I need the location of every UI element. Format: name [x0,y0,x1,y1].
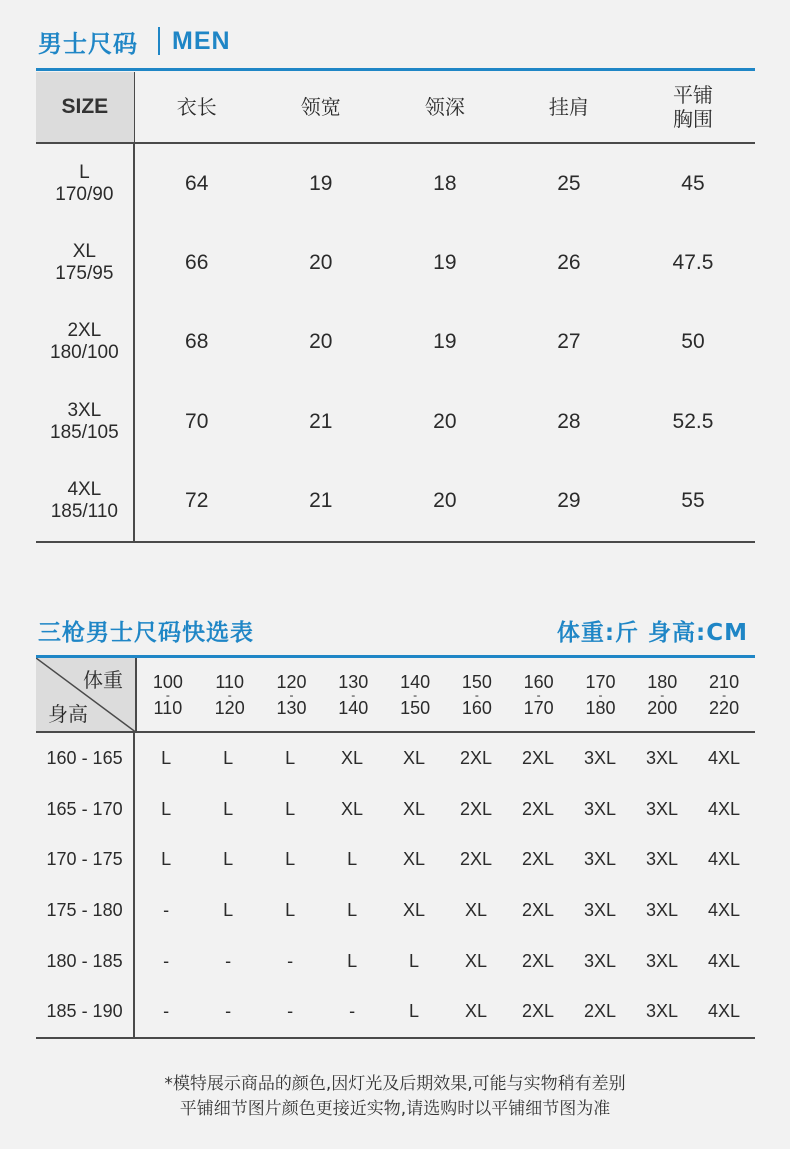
section1-top-rule [36,68,755,71]
measurement-cell: 29 [557,489,581,513]
size-recommendation-cell: 3XL [645,747,678,768]
size-recommendation-cell: L [161,747,172,768]
range-dash: - [536,687,541,702]
size-spec: 180/100 [50,342,119,364]
size-recommendation-cell: 3XL [645,899,678,920]
weight-range-top: 210 [709,671,740,692]
measurement-cell: 70 [185,409,209,433]
measurement-cell: 52.5 [672,409,714,433]
size-recommendation-cell: L [285,899,296,920]
size-row [36,223,755,302]
quick-table-body [36,733,755,1039]
measurement-cell: 45 [681,171,705,195]
size-name: 2XL [67,320,102,342]
measurement-cell: 20 [433,409,457,433]
size-recommendation-cell: 2XL [522,747,555,768]
weight-range-header [137,658,199,731]
weight-range-bottom: 150 [400,697,431,718]
size-recommendation-cell: XL [403,849,426,870]
measurement-cell: 27 [557,330,581,354]
measurement-cell: 68 [185,330,209,354]
weight-range-header [508,658,570,731]
range-dash: - [598,687,603,702]
size-recommendation-cell: 2XL [522,950,555,971]
size-name: L [79,161,90,183]
size-chart-title [38,24,231,58]
weight-range-bottom: 140 [338,697,369,718]
size-row [36,382,755,461]
quick-row [36,733,755,784]
size-table-body [36,144,755,543]
weight-range-top: 120 [276,671,307,692]
size-recommendation-cell: 2XL [583,1001,617,1022]
size-spec: 170/90 [55,183,114,205]
size-recommendation-cell: L [223,747,234,768]
size-recommendation-cell: XL [403,899,426,920]
size-recommendation-cell: 4XL [707,950,740,971]
weight-range-bottom: 130 [276,697,307,718]
size-recommendation-cell: - [163,1001,170,1022]
height-range-cell: 160 - 165 [36,733,135,784]
column-header: 衣长 [176,95,217,119]
size-chart-title-cn: 男士尺码 [38,29,138,58]
measurement-cell: 21 [309,409,333,433]
size-recommendation-cell: XL [465,899,488,920]
weight-range-top: 170 [585,671,616,692]
quick-row [36,834,755,885]
quick-row [36,936,755,987]
size-recommendation-cell: 4XL [707,798,740,819]
size-recommendation-cell: L [347,899,358,920]
size-row [36,303,755,382]
weight-range-header [384,658,446,731]
size-recommendation-cell: 4XL [707,899,740,920]
size-recommendation-cell: 3XL [583,747,617,768]
height-range-cell: 180 - 185 [36,936,135,987]
size-recommendation-cell: 3XL [645,798,678,819]
size-recommendation-cell: - [225,1001,232,1022]
size-recommendation-cell: 2XL [522,899,555,920]
measurement-cell: 64 [185,171,209,195]
size-recommendation-cell: - [163,950,170,971]
measurement-cell: 26 [557,251,581,275]
measurement-cell: 20 [433,489,457,513]
size-row [36,144,755,223]
size-name: XL [72,241,96,263]
size-recommendation-cell: 2XL [460,747,493,768]
size-recommendation-cell: 2XL [460,798,493,819]
size-recommendation-cell: - [163,899,170,920]
size-recommendation-cell: 4XL [707,849,740,870]
size-recommendation-cell: L [347,950,358,971]
measurement-cell: 20 [309,251,333,275]
range-dash: - [474,687,479,702]
measurement-cell: 50 [681,330,705,354]
height-range-cell: 175 - 180 [36,885,135,936]
height-label: 身高 [48,702,88,726]
size-recommendation-cell: 2XL [460,849,493,870]
column-header: 领深 [424,95,465,119]
weight-range-header [570,658,632,731]
measurement-cell: 66 [185,251,209,275]
size-recommendation-cell: 3XL [645,849,678,870]
size-spec: 185/105 [50,421,119,443]
size-recommendation-cell: XL [465,950,488,971]
range-dash: - [165,687,170,702]
height-range-cell: 165 - 170 [36,784,135,835]
weight-range-top: 100 [152,671,183,692]
size-label-cell [36,462,135,541]
size-recommendation-cell: L [223,849,234,870]
size-recommendation-cell: L [285,798,296,819]
measurement-cell: 19 [433,330,457,354]
size-recommendation-cell: L [223,798,234,819]
column-header: 挂肩 [548,95,589,119]
size-recommendation-cell: XL [465,1001,488,1022]
size-recommendation-cell: L [161,798,172,819]
disclaimer-line-2: 平铺细节图片颜色更接近实物,请选购时以平铺细节图为准 [179,1099,611,1119]
height-range-cell: 170 - 175 [36,834,135,885]
size-recommendation-cell: 2XL [522,849,555,870]
size-recommendation-cell: L [223,899,234,920]
weight-range-header [693,658,755,731]
measurement-cell: 47.5 [672,251,714,275]
disclaimer-line-1: *模特展示商品的颜色,因灯光及后期效果,可能与实物稍有差别 [164,1074,626,1094]
size-header-cell: SIZE [36,72,135,142]
size-recommendation-cell: - [287,950,294,971]
size-recommendation-cell: 2XL [522,798,555,819]
range-dash: - [722,687,727,702]
quick-row [36,986,755,1037]
weight-range-header [199,658,261,731]
size-recommendation-cell: 3XL [645,950,678,971]
size-recommendation-cell: 3XL [583,849,617,870]
size-spec: 175/95 [55,263,114,285]
size-recommendation-cell: 4XL [707,1001,740,1022]
size-recommendation-cell: XL [403,798,426,819]
weight-label: 体重 [83,668,123,692]
size-recommendation-cell: 3XL [583,798,617,819]
size-recommendation-cell: 3XL [583,950,617,971]
weight-range-top: 140 [400,671,431,692]
size-spec: 185/110 [50,501,118,523]
measurement-cell: 25 [557,171,581,195]
size-recommendation-cell: 3XL [583,899,617,920]
size-recommendation-cell: - [225,950,232,971]
size-table [36,72,755,543]
size-table-header [36,72,755,144]
size-recommendation-cell: XL [403,747,426,768]
measurement-cell: 19 [433,251,457,275]
measurement-cell: 18 [433,171,457,195]
weight-range-bottom: 180 [585,697,616,718]
quick-size-table [36,658,755,1039]
measurement-cell: 21 [309,489,333,513]
quick-table-header [36,658,755,733]
weight-range-top: 110 [215,671,245,692]
column-header: 领宽 [300,95,341,119]
size-recommendation-cell: - [349,1001,356,1022]
quick-chart-units: 体重:斤 身高:CM [556,620,748,646]
size-chart-title-en: MEN [172,26,231,55]
size-label-cell [36,303,135,382]
size-recommendation-cell: L [409,1001,420,1022]
disclaimer-note [0,1072,790,1122]
size-recommendation-cell: 4XL [707,747,740,768]
size-label-cell [36,382,135,461]
size-name: 4XL [67,479,102,501]
size-recommendation-cell: L [285,747,296,768]
size-recommendation-cell: L [347,849,358,870]
size-recommendation-cell: L [285,849,296,870]
weight-range-header [631,658,693,731]
size-recommendation-cell: 2XL [522,1001,555,1022]
corner-header-cell [36,658,137,731]
height-range-cell: 185 - 190 [36,986,135,1037]
weight-range-top: 180 [647,671,678,692]
measurement-cell: 55 [681,489,705,513]
range-dash: - [660,687,665,702]
weight-range-bottom: 200 [647,697,678,718]
size-name: 3XL [67,399,102,421]
weight-range-bottom: 120 [214,697,245,718]
weight-range-bottom: 110 [153,697,183,718]
quick-row [36,784,755,835]
weight-range-bottom: 160 [461,697,492,718]
range-dash: - [351,687,356,702]
range-dash: - [227,687,232,702]
size-label-cell [36,144,135,223]
measurement-cell: 19 [309,171,333,195]
size-recommendation-cell: - [287,1001,294,1022]
size-label-cell [36,223,135,302]
weight-range-top: 160 [523,671,554,692]
weight-range-header [322,658,384,731]
size-recommendation-cell: XL [341,747,364,768]
weight-range-top: 130 [338,671,369,692]
size-recommendation-cell: L [161,849,172,870]
measurement-cell: 20 [309,330,333,354]
title-divider [158,27,160,55]
range-dash: - [413,687,418,702]
column-header: 平铺 胸围 [672,83,713,131]
quick-row [36,885,755,936]
weight-range-bottom: 170 [523,697,554,718]
size-row [36,462,755,541]
weight-range-header [446,658,508,731]
weight-range-bottom: 220 [709,697,740,718]
range-dash: - [289,687,294,702]
measurement-cell: 72 [185,489,209,513]
weight-range-top: 150 [461,671,492,692]
quick-chart-title: 三枪男士尺码快选表 [38,620,254,646]
weight-range-header [261,658,323,731]
measurement-cell: 28 [557,409,581,433]
size-recommendation-cell: L [409,950,420,971]
size-recommendation-cell: 3XL [645,1001,678,1022]
size-recommendation-cell: XL [341,798,364,819]
